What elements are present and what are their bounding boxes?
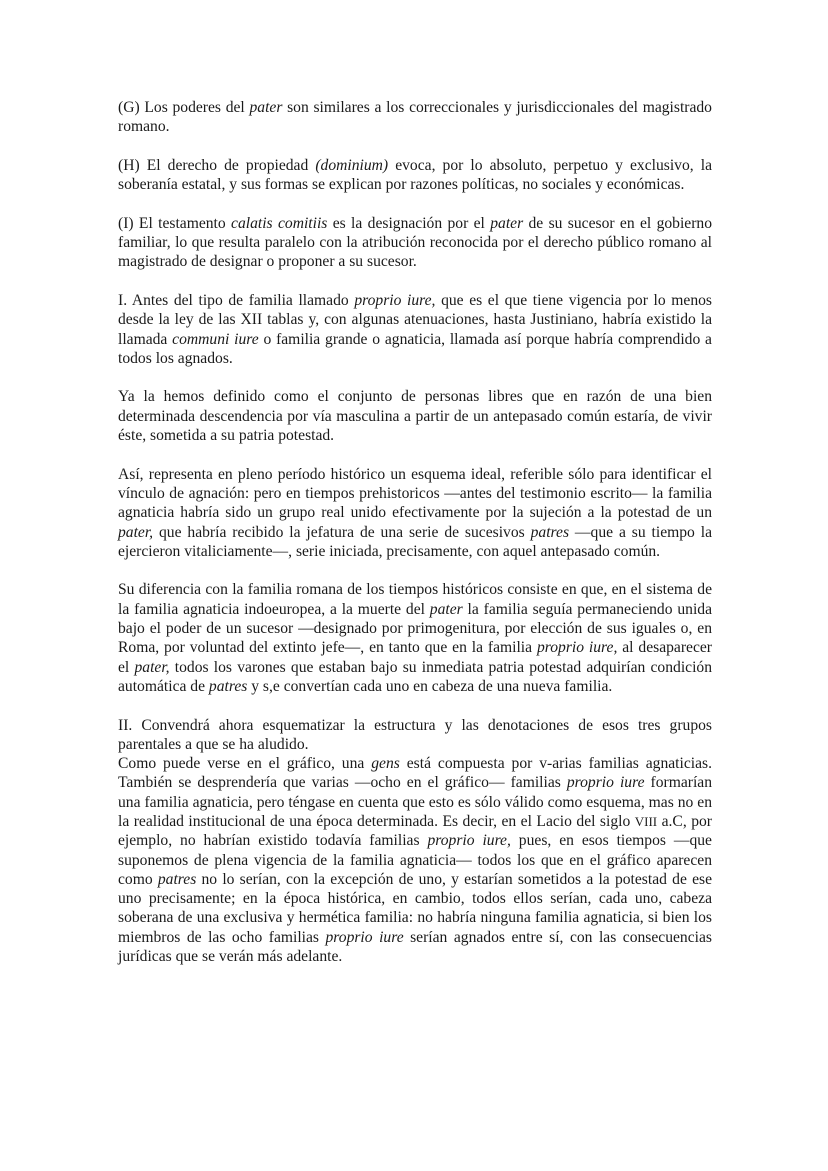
italic-term: proprio iure <box>566 774 645 792</box>
paragraph-item-h <box>118 156 712 195</box>
paragraph-item-i <box>118 214 712 272</box>
italic-term: communi iure <box>172 330 259 348</box>
text-run: (G) Los poderes del <box>118 99 250 116</box>
italic-term: proprio iure <box>325 928 404 946</box>
italic-term: (dominium) <box>315 156 389 174</box>
text-run: que habría recibido la jefatura de una serie de sucesivos <box>153 523 531 541</box>
italic-term: patres <box>208 677 248 695</box>
italic-term: patres <box>157 870 197 888</box>
text-run: no lo serían, con la excepción de uno, y estarían sometidos a la potestad de ese uno precisamente; en la época histórica, en cambio, todos ellos serían, cada uno, cabeza soberana de una exclusiva y hermética familia: no habría ninguna familia agnaticia, si bien los miembros de las ocho familias <box>118 870 712 946</box>
paragraph-definition <box>118 387 712 445</box>
text-run: o familia grande o agnaticia, llamada así porque habría comprendido a todos los agnados. <box>118 330 712 367</box>
paragraph-graphic-explanation <box>118 754 712 966</box>
text-run: I. Antes del tipo de familia llamado <box>118 291 355 309</box>
italic-term: proprio iure, <box>427 832 511 850</box>
text-run: todos los varones que estaban bajo su inmediata patria potestad adquirían condición automática de <box>118 658 712 695</box>
text-run: está compuesta por v-arias familias agnaticias. También se desprendería que varias —ocho en el gráfico— familias <box>118 755 712 792</box>
text-run: que es el que tiene vigencia por lo menos desde la ley de las XII tablas y, con algunas atenuaciones, hasta Justiniano, habría existido la llamada <box>118 291 712 348</box>
text-run: formarían una familia agnaticia, pero téngase en cuenta que esto es sólo válido como esquema, mas no en la realidad institucional de una época determinada. Es decir, en el Lacio del siglo <box>118 774 713 830</box>
paragraph-item-g <box>118 98 712 137</box>
italic-term: patres <box>530 523 570 541</box>
text-run: evoca, por lo absoluto, perpetuo y exclusivo, la soberanía estatal, y sus formas se explican por razones políticas, no sociales y económicas. <box>118 156 712 194</box>
text-run: Ya la hemos definido como el conjunto de personas libres que en razón de una bien determinada descendencia por vía masculina a partir de un antepasado común estaría, de vivir éste, sometida a su patria potestad. <box>118 388 712 445</box>
paragraph-difference <box>118 580 712 696</box>
italic-term: pater <box>429 600 463 618</box>
text-run: es la designación por el <box>327 214 491 232</box>
italic-term: proprio iure, <box>354 291 436 309</box>
paragraph-section-1 <box>118 291 712 368</box>
document-page <box>118 98 712 986</box>
text-run: —que a su tiempo la ejercieron vitaliciamente—, serie iniciada, precisamente, con aquel antepasado común. <box>118 523 713 560</box>
text-run: Así, representa en pleno período histórico un esquema ideal, referible sólo para identificar el vínculo de agnación: pero en tiempos prehistoricos —antes del testimonio escrito— la familia agnaticia habría sido un grupo real unido efectivamente por la sujeción a la potestad de un <box>118 465 712 522</box>
text-run: la familia seguía permaneciendo unida bajo el poder de un sucesor —designado por primogenitura, por elección de sus iguales o, en Roma, por voluntad del extinto jefe—, en tanto que en la familia <box>118 600 712 657</box>
italic-term: calatis comitiis <box>231 214 328 232</box>
text-run: a.C, por ejemplo, no habrían existido todavía familias <box>118 812 712 850</box>
text-run: pues, en esos tiempos —que suponemos de plena vigencia de la familia agnaticia— todos los que en el gráfico aparecen como <box>118 832 712 888</box>
italic-term: gens <box>371 755 400 773</box>
paragraph-section-2 <box>118 716 712 755</box>
italic-term: pater, <box>134 658 170 676</box>
text-run: Como puede verse en el gráfico, una <box>118 755 372 773</box>
italic-term: proprio iure, <box>536 639 618 657</box>
text-run: (H) El derecho de propiedad <box>118 156 316 174</box>
text-run: Su diferencia con la familia romana de los tiempos históricos consiste en que, en el sistema de la familia agnaticia indoeuropea, a la muerte del <box>118 581 712 618</box>
text-run: al desaparecer el <box>118 639 712 676</box>
italic-term: pater <box>490 214 524 232</box>
text-run: serían agnados entre sí, con las consecuencias jurídicas que se verán más adelante. <box>118 928 712 966</box>
text-run: (I) El testamento <box>118 214 232 232</box>
italic-term: pater <box>249 99 283 116</box>
text-run: de su sucesor en el gobierno familiar, lo que resulta paralelo con la atribución reconocida por el derecho público romano al magistrado de designar o proponer a su sucesor. <box>118 214 713 271</box>
text-run: son similares a los correccionales y jurisdiccionales del magistrado romano. <box>118 99 712 136</box>
roman-numeral: VIII <box>634 813 658 829</box>
text-run: II. Convendrá ahora esquematizar la estructura y las denotaciones de esos tres grupos parentales a que se ha aludido. <box>118 716 712 753</box>
text-run: y s,e convertían cada uno en cabeza de una nueva familia. <box>247 677 613 695</box>
italic-term: pater, <box>118 523 154 541</box>
paragraph-ideal-scheme <box>118 465 712 561</box>
